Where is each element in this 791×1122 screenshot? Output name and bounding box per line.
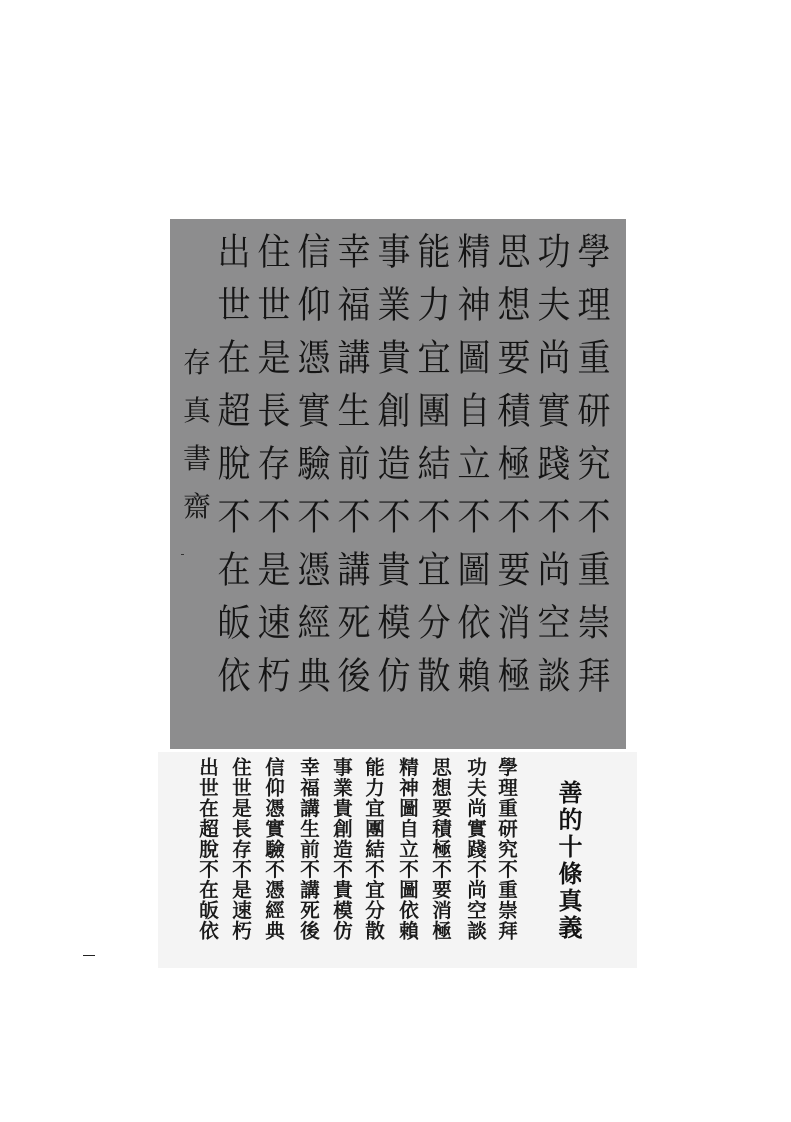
seal-glyph: 極	[497, 441, 531, 486]
text-line-4: 精神圖自立不圖依賴	[396, 757, 419, 941]
seal-glyph: 超	[217, 388, 251, 433]
seal-glyph: 長	[257, 388, 291, 433]
seal-glyph: 分	[417, 600, 451, 645]
seal-glyph: 究	[577, 441, 611, 486]
seal-glyph: 仿	[377, 653, 411, 698]
seal-column-8	[294, 225, 334, 702]
seal-glyph: 仰	[297, 282, 331, 327]
seal-glyph: 不	[577, 494, 611, 539]
seal-glyph: 不	[297, 494, 331, 539]
text-line-1: 學理重研究不重崇拜	[495, 757, 518, 941]
seal-glyph: 造	[377, 441, 411, 486]
seal-glyph: 朽	[257, 653, 291, 698]
seal-glyph: 談	[537, 653, 571, 698]
seal-glyph: 不	[377, 494, 411, 539]
seal-column-4	[454, 225, 494, 702]
signature-glyph: 存	[182, 346, 211, 379]
margin-mark	[83, 955, 95, 956]
text-line-3: 思想要積極不要消極	[429, 757, 452, 941]
seal-glyph: 踐	[537, 441, 571, 486]
seal-glyph: 死	[337, 600, 371, 645]
seal-glyph: 存	[257, 441, 291, 486]
seal-glyph: 尚	[537, 547, 571, 592]
signature-glyph: 真	[182, 394, 211, 427]
seal-glyph: 圖	[457, 335, 491, 380]
seal-glyph: 依	[457, 600, 491, 645]
seal-glyph: 憑	[297, 335, 331, 380]
seal-glyph: 神	[457, 282, 491, 327]
seal-glyph: 極	[497, 653, 531, 698]
seal-glyph: 力	[417, 282, 451, 327]
seal-signature	[179, 339, 215, 531]
scan-speck	[181, 554, 184, 555]
seal-glyph: 想	[497, 282, 531, 327]
seal-column-10	[214, 225, 254, 702]
seal-column-9	[254, 225, 294, 702]
seal-glyph: 經	[297, 600, 331, 645]
seal-column-6	[374, 225, 414, 702]
signature-glyph: 齋	[182, 490, 211, 523]
seal-column-1	[574, 225, 614, 702]
seal-glyph: 消	[497, 600, 531, 645]
seal-glyph: 功	[537, 229, 571, 274]
text-line-8: 信仰憑實驗不憑經典	[262, 757, 285, 941]
seal-glyph: 世	[257, 282, 291, 327]
seal-glyph: 依	[217, 653, 251, 698]
seal-glyph: 是	[257, 547, 291, 592]
seal-glyph: 能	[417, 229, 451, 274]
text-line-2: 功夫尚實踐不尚空談	[464, 757, 487, 941]
seal-glyph: 生	[337, 388, 371, 433]
seal-glyph: 脫	[217, 441, 251, 486]
seal-glyph: 不	[257, 494, 291, 539]
seal-glyph: 學	[577, 229, 611, 274]
seal-glyph: 前	[337, 441, 371, 486]
seal-glyph: 崇	[577, 600, 611, 645]
seal-glyph: 在	[217, 547, 251, 592]
seal-glyph: 創	[377, 388, 411, 433]
seal-glyph: 實	[297, 388, 331, 433]
seal-glyph: 後	[337, 653, 371, 698]
seal-glyph: 宜	[417, 547, 451, 592]
seal-glyph: 尚	[537, 335, 571, 380]
seal-glyph: 賴	[457, 653, 491, 698]
seal-glyph: 宜	[417, 335, 451, 380]
page-title: 善的十條真義	[554, 780, 583, 942]
seal-glyph: 貴	[377, 547, 411, 592]
seal-glyph: 世	[217, 282, 251, 327]
seal-glyph: 實	[537, 388, 571, 433]
seal-column-3	[494, 225, 534, 702]
seal-glyph: 業	[377, 282, 411, 327]
seal-glyph: 講	[337, 335, 371, 380]
seal-glyph: 團	[417, 388, 451, 433]
seal-glyph: 不	[337, 494, 371, 539]
seal-script-panel	[170, 219, 626, 749]
seal-glyph: 散	[417, 653, 451, 698]
seal-column-7	[334, 225, 374, 702]
seal-glyph: 重	[577, 335, 611, 380]
seal-glyph: 不	[537, 494, 571, 539]
seal-glyph: 驗	[297, 441, 331, 486]
seal-glyph: 不	[217, 494, 251, 539]
seal-glyph: 在	[217, 335, 251, 380]
seal-glyph: 不	[417, 494, 451, 539]
seal-glyph: 皈	[217, 600, 251, 645]
seal-glyph: 幸	[337, 229, 371, 274]
seal-glyph: 不	[457, 494, 491, 539]
seal-glyph: 信	[297, 229, 331, 274]
seal-glyph: 要	[497, 547, 531, 592]
seal-glyph: 結	[417, 441, 451, 486]
text-line-5: 能力宜團結不宜分散	[362, 757, 385, 941]
seal-glyph: 積	[497, 388, 531, 433]
seal-glyph: 不	[497, 494, 531, 539]
text-line-7: 幸福講生前不講死後	[297, 757, 320, 941]
seal-glyph: 圖	[457, 547, 491, 592]
text-line-6: 事業貴創造不貴模仿	[330, 757, 353, 941]
seal-glyph: 空	[537, 600, 571, 645]
seal-glyph: 貴	[377, 335, 411, 380]
seal-column-2	[534, 225, 574, 702]
seal-glyph: 福	[337, 282, 371, 327]
seal-glyph: 住	[257, 229, 291, 274]
seal-glyph: 速	[257, 600, 291, 645]
seal-glyph: 典	[297, 653, 331, 698]
seal-glyph: 出	[217, 229, 251, 274]
seal-glyph: 模	[377, 600, 411, 645]
text-line-9: 住世是長存不是速朽	[229, 757, 252, 941]
seal-column-5	[414, 225, 454, 702]
seal-glyph: 事	[377, 229, 411, 274]
seal-glyph: 憑	[297, 547, 331, 592]
seal-glyph: 重	[577, 547, 611, 592]
seal-glyph: 拜	[577, 653, 611, 698]
seal-glyph: 夫	[537, 282, 571, 327]
seal-glyph: 思	[497, 229, 531, 274]
text-line-10: 出世在超脫不在皈依	[196, 757, 219, 941]
seal-glyph: 立	[457, 441, 491, 486]
seal-glyph: 講	[337, 547, 371, 592]
seal-glyph: 是	[257, 335, 291, 380]
signature-glyph: 書	[182, 442, 211, 475]
seal-glyph: 理	[577, 282, 611, 327]
seal-glyph: 精	[457, 229, 491, 274]
seal-glyph: 研	[577, 388, 611, 433]
seal-glyph: 自	[457, 388, 491, 433]
seal-glyph: 要	[497, 335, 531, 380]
